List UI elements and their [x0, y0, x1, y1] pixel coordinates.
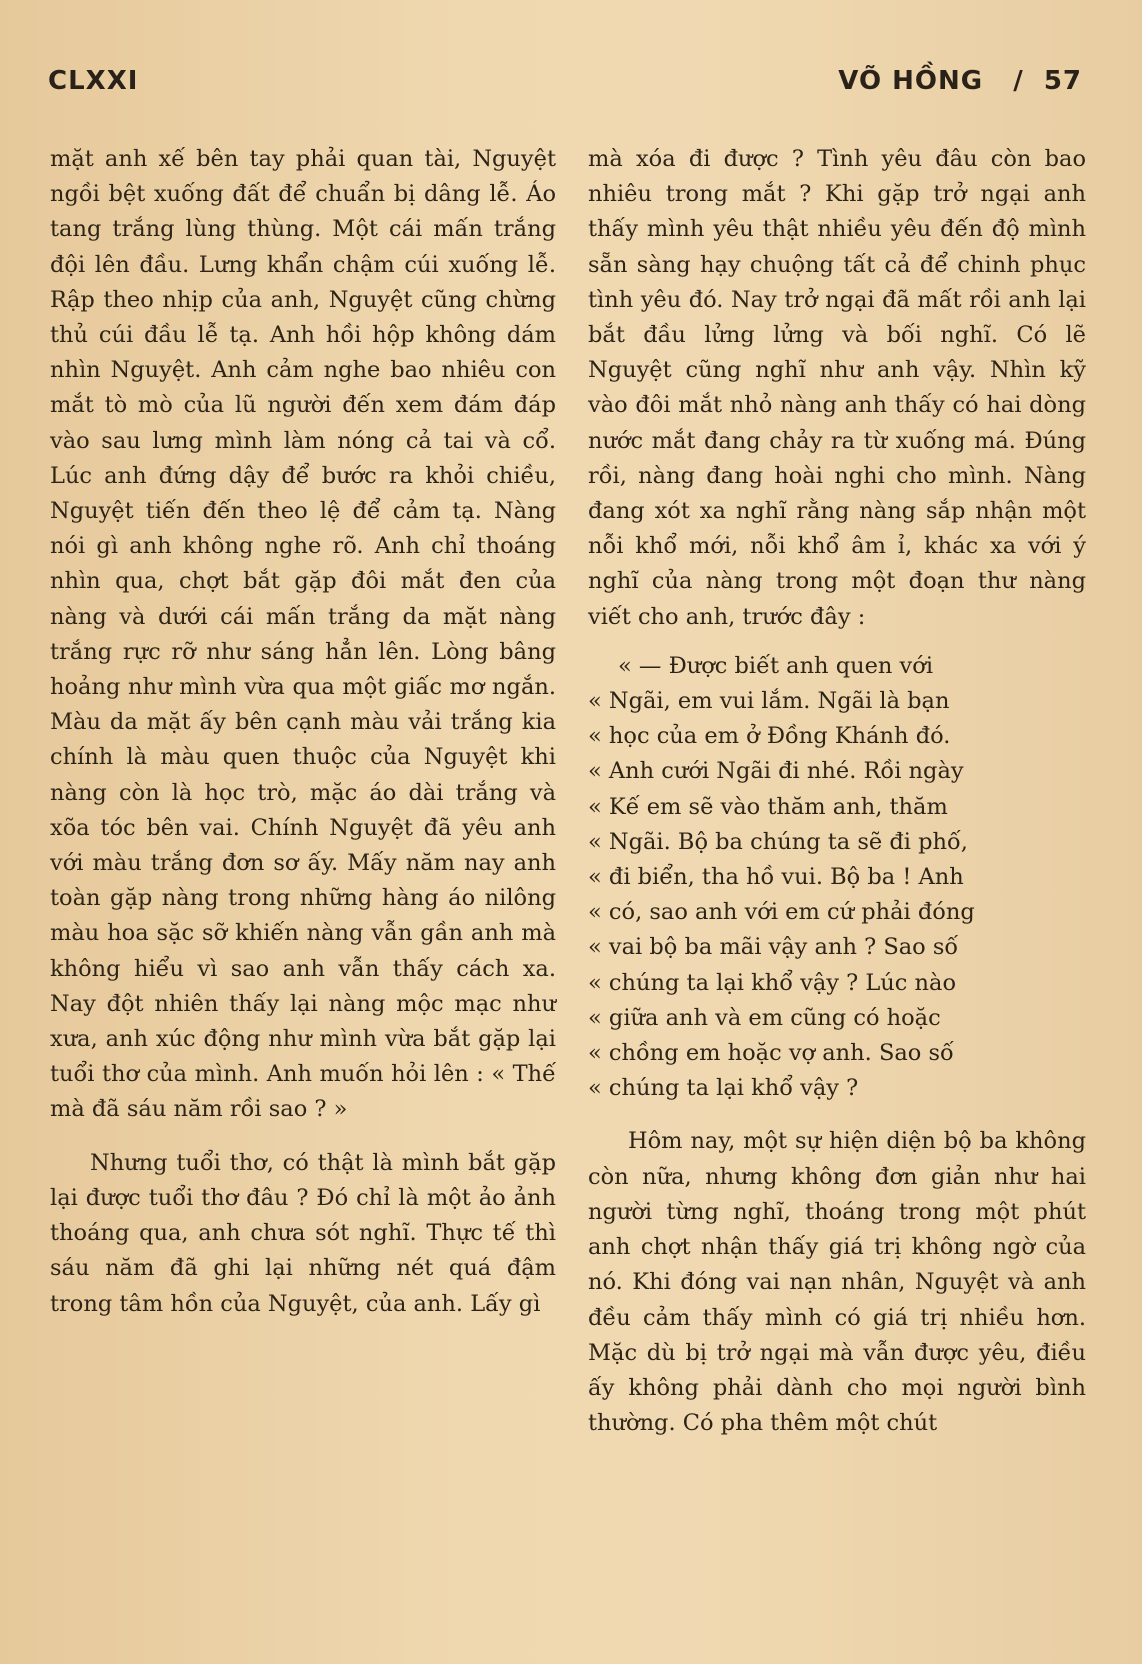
- right-paragraph-2: Hôm nay, một sự hiện diện bộ ba không còn nữa, nhưng không đơn giản như hai người từng nghĩ, thoáng trong một phút anh chợt nhận thấy giá trị không ngờ của nó. Khi đóng vai nạn nhân, Nguyệt và anh đều cảm thấy mình có giá trị nhiều hơn. Mặc dù bị trở ngại mà vẫn được yêu, điều ấy không phải dành cho mọi người bình thường. Có pha thêm một chút: [588, 1128, 1086, 1437]
- running-title: VÕ HỒNG / 57: [838, 66, 1082, 96]
- quote-line: « học của em ở Đồng Khánh đó.: [588, 723, 951, 750]
- quote-line: « chúng ta lại khổ vậy ?: [588, 1075, 859, 1102]
- quote-line: « Ngãi. Bộ ba chúng ta sẽ đi phố,: [588, 828, 968, 855]
- quote-line: « đi biển, tha hồ vui. Bộ ba ! Anh: [588, 864, 964, 891]
- right-paragraph-1: mà xóa đi được ? Tình yêu đâu còn bao nhiêu trong mắt ? Khi gặp trở ngại anh thấy mình yêu thật nhiều yêu đến độ mình sẵn sàng hạy chuộng tất cả để chinh phục tình yêu đó. Nay trở ngại đã mất rồi anh lại bắt đầu lửng lửng và bối nghĩ. Có lẽ Nguyệt cũng nghĩ như anh vậy. Nhìn kỹ vào đôi mắt nhỏ nàng anh thấy có hai dòng nước mắt đang chảy ra từ xuống má. Đúng rồi, nàng đang hoài nghi cho mình. Nàng đang xót xa nghĩ rằng nàng sắp nhận một nỗi khổ mới, nỗi khổ âm ỉ, khác xa với ý nghĩ của nàng trong một đoạn thư nàng viết cho anh, trước đây :: [588, 146, 1086, 630]
- quote-line: « vai bộ ba mãi vậy anh ? Sao số: [588, 934, 959, 961]
- quote-line: « Kế em sẽ vào thăm anh, thăm: [588, 793, 948, 820]
- quote-line: « chúng ta lại khổ vậy ? Lúc nào: [588, 969, 956, 996]
- quote-line: « Ngãi, em vui lắm. Ngãi là bạn: [588, 688, 950, 715]
- quote-line: « giữa anh và em cũng có hoặc: [588, 1004, 941, 1031]
- letter-quote: [588, 649, 1086, 1107]
- quote-line: « chồng em hoặc vợ anh. Sao số: [588, 1040, 954, 1067]
- issue-number: CLXXI: [48, 66, 139, 96]
- right-column: [588, 142, 1086, 1441]
- page-header: [48, 66, 1082, 106]
- quote-line: « có, sao anh với em cứ phải đóng: [588, 899, 975, 926]
- left-column: [50, 142, 556, 1322]
- quote-line: « Anh cưới Ngãi đi nhé. Rồi ngày: [588, 758, 964, 785]
- left-paragraph-2: Nhưng tuổi thơ, có thật là mình bắt gặp lại được tuổi thơ đâu ? Đó chỉ là một ảo ảnh thoáng qua, anh chưa sót nghĩ. Thực tế thì sáu năm đã ghi lại những nét quá đậm trong tâm hồn của Nguyệt, của anh. Lấy gì: [50, 1149, 556, 1317]
- left-paragraph-1: mặt anh xế bên tay phải quan tài, Nguyệt ngồi bệt xuống đất để chuẩn bị dâng lễ. Áo tang trắng lùng thùng. Một cái mấn trắng đội lên đầu. Lưng khẩn chậm cúi xuống lễ. Rập theo nhịp của anh, Nguyệt cũng chừng thủ cúi đầu lễ tạ. Anh hồi hộp không dám nhìn Nguyệt. Anh cảm nghe bao nhiêu con mắt tò mò của lũ người đến xem đám đáp vào sau lưng mình làm nóng cả tai và cổ. Lúc anh đứng dậy để bước ra khỏi chiều, Nguyệt tiến đến theo lệ để cảm tạ. Nàng nói gì anh không nghe rõ. Anh chỉ thoáng nhìn qua, chợt bắt gặp đôi mắt đen của nàng và dưới cái mấn trắng da mặt nàng trắng rực rỡ như sáng hẳn lên. Lòng bâng hoảng như mình vừa qua một giấc mơ ngắn. Màu da mặt ấy bên cạnh màu vải trắng kia chính là màu quen thuộc của Nguyệt khi nàng còn là học trò, mặc áo dài trắng và xõa tóc bên vai. Chính Nguyệt đã yêu anh với màu trắng đơn sơ ấy. Mấy năm nay anh toàn gặp nàng trong những hàng áo nilông màu hoa sặc sỡ khiến nàng vẫn gần anh mà không hiểu vì sao anh vẫn thấy cách xa. Nay đột nhiên thấy lại nàng mộc mạc như xưa, anh xúc động như mình vừa bắt gặp lại tuổi thơ của mình. Anh muốn hỏi lên : « Thế mà đã sáu năm rồi sao ? »: [50, 146, 556, 1123]
- quote-line: « — Được biết anh quen với: [618, 652, 934, 679]
